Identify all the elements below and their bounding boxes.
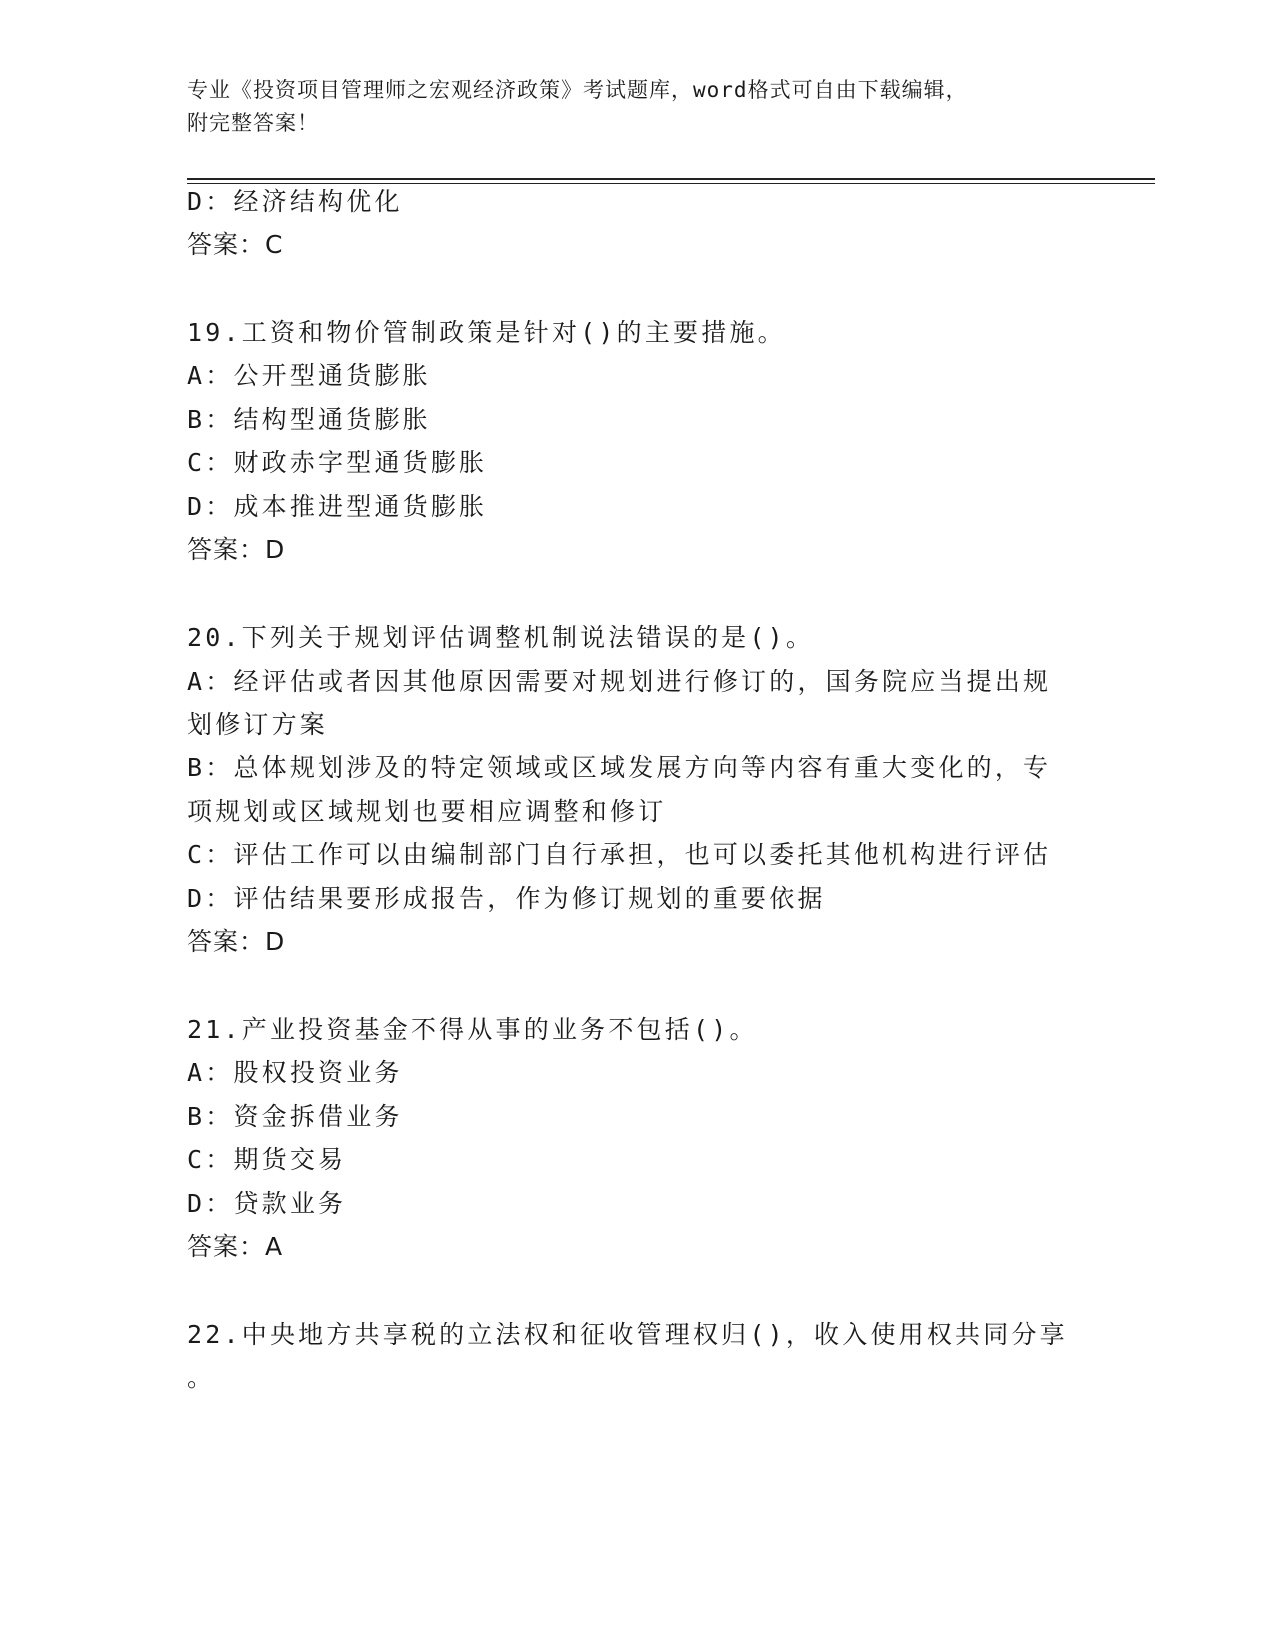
q20-stem: 20.下列关于规划评估调整机制说法错误的是()。 (187, 623, 815, 652)
q19-stem: 19.工资和物价管制政策是针对()的主要措施。 (187, 318, 786, 347)
q21-option-d: D：贷款业务 (187, 1189, 347, 1218)
q20-option-b: B：总体规划涉及的特定领域或区域发展方向等内容有重大变化的，专 (187, 753, 1052, 782)
q21-stem: 21.产业投资基金不得从事的业务不包括()。 (187, 1015, 758, 1044)
q20-answer: 答案：D (187, 927, 286, 956)
q19-option-a: A：公开型通货膨胀 (187, 361, 431, 390)
q21-answer: 答案：A (187, 1232, 284, 1261)
header-divider-thick (187, 178, 1155, 180)
q19-option-b: B：结构型通货膨胀 (187, 405, 431, 434)
q20-option-b-cont: 项规划或区域规划也要相应调整和修订 (187, 797, 667, 826)
q18-answer: 答案：C (187, 230, 284, 259)
q21-option-c: C：期货交易 (187, 1145, 347, 1174)
q22-stem-cont: 。 (187, 1363, 216, 1392)
q20-option-a-cont: 划修订方案 (187, 710, 329, 739)
q21-option-a: A：股权投资业务 (187, 1058, 403, 1087)
document-header (187, 74, 1067, 140)
q22-stem: 22.中央地方共享税的立法权和征收管理权归()，收入使用权共同分享 (187, 1320, 1068, 1349)
q21-option-b: B：资金拆借业务 (187, 1102, 403, 1131)
header-line-1: 专业《投资项目管理师之宏观经济政策》考试题库，word格式可自由下载编辑， (187, 78, 968, 102)
header-line-2: 附完整答案！ (187, 111, 319, 135)
q20-option-c: C：评估工作可以由编制部门自行承担，也可以委托其他机构进行评估 (187, 840, 1052, 869)
q20-option-a: A：经评估或者因其他原因需要对规划进行修订的，国务院应当提出规 (187, 667, 1052, 696)
q19-answer: 答案：D (187, 535, 286, 564)
q19-option-c: C：财政赤字型通货膨胀 (187, 448, 488, 477)
q18-option-d: D：经济结构优化 (187, 187, 403, 216)
q20-option-d: D：评估结果要形成报告，作为修订规划的重要依据 (187, 884, 826, 913)
q19-option-d: D：成本推进型通货膨胀 (187, 492, 488, 521)
